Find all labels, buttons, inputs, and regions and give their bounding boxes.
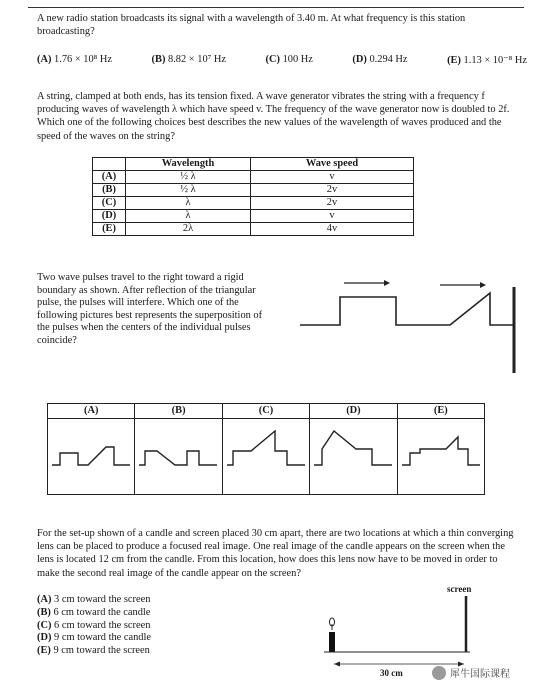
option-b-label: (B) bbox=[135, 404, 221, 419]
q1-choice-c[interactable]: (C) 100 Hz bbox=[265, 54, 313, 65]
option-b-drawing bbox=[135, 419, 222, 493]
q1-choices bbox=[37, 54, 527, 66]
q1-choice-a[interactable]: (A) 1.76 × 10⁸ Hz bbox=[37, 54, 113, 65]
option-d-drawing bbox=[310, 419, 397, 493]
dimension-arrow-left bbox=[334, 662, 340, 667]
q1-text: A new radio station broadcasts its signal with a wavelength of 3.40 m. At what frequency is this station broadcasting? bbox=[37, 13, 466, 38]
q4-choice-b[interactable]: (B) 6 cm toward the candle bbox=[37, 606, 151, 618]
q2-text: A string, clamped at both ends, has its tension fixed. A wave generator vibrates the string with a frequency f producing waves of wavelength λ which have speed v. The frequency of the wave generator now is doubled to 2f. Which one of the following choices best describes the new values of the wavelength of waves produced and the speed of the waves on the string? bbox=[37, 91, 510, 142]
q4-choices bbox=[37, 594, 151, 658]
q3-text: Two wave pulses travel to the right toward a rigid boundary as shown. After reflection of the triangular pulse, the pulses will interfere. Which one of the following pictures best represents the superposition of the pulses when the centers of the individual pulses coincide? bbox=[37, 272, 263, 346]
q1-choice-b[interactable]: (B) 8.82 × 10⁷ Hz bbox=[151, 54, 226, 65]
option-c-drawing bbox=[223, 419, 310, 493]
option-b-cell[interactable] bbox=[135, 404, 222, 494]
q4-choice-d[interactable]: (D) 9 cm toward the candle bbox=[37, 632, 151, 644]
table-row[interactable]: (C) λ 2v bbox=[93, 197, 414, 210]
table-row[interactable]: (D) λ v bbox=[93, 210, 414, 223]
table-row[interactable]: (A) ½ λ v bbox=[93, 171, 414, 184]
wave-pulses bbox=[300, 293, 514, 325]
option-e-cell[interactable] bbox=[398, 404, 484, 494]
pulse-diagram bbox=[300, 275, 530, 375]
option-c-label: (C) bbox=[223, 404, 309, 419]
option-d-label: (D) bbox=[310, 404, 396, 419]
option-a-label: (A) bbox=[48, 404, 134, 419]
candle-icon bbox=[329, 632, 335, 652]
table-row[interactable]: (E) 2λ 4v bbox=[93, 223, 414, 236]
screen-label: screen bbox=[447, 584, 472, 594]
distance-label: 30 cm bbox=[380, 668, 403, 678]
q1-choice-d[interactable]: (D) 0.294 Hz bbox=[352, 54, 408, 65]
option-c-cell[interactable] bbox=[223, 404, 310, 494]
q3-options-grid bbox=[47, 403, 485, 495]
option-e-drawing bbox=[398, 419, 485, 493]
option-a-drawing bbox=[48, 419, 135, 493]
q4-choice-e[interactable]: (E) 9 cm toward the screen bbox=[37, 645, 150, 657]
option-d-cell[interactable] bbox=[310, 404, 397, 494]
arrow-head-1 bbox=[384, 280, 390, 286]
q4-choice-a[interactable]: (A) 3 cm toward the screen bbox=[37, 594, 151, 605]
option-a-cell[interactable] bbox=[48, 404, 135, 494]
watermark-text: 犀牛国际课程 bbox=[450, 669, 510, 680]
q1-choice-e[interactable]: (E) 1.13 × 10⁻⁸ Hz bbox=[447, 55, 527, 66]
q4-choice-c[interactable]: (C) 6 cm toward the screen bbox=[37, 619, 151, 631]
option-e-label: (E) bbox=[398, 404, 484, 419]
table-row[interactable]: (B) ½ λ 2v bbox=[93, 184, 414, 197]
table-header-wavelength: Wavelength bbox=[126, 158, 251, 171]
candle-screen-diagram bbox=[320, 592, 480, 674]
q2-answer-table bbox=[92, 157, 414, 236]
arrow-head-2 bbox=[480, 282, 486, 288]
wechat-icon bbox=[432, 666, 446, 680]
table-header-blank bbox=[93, 158, 126, 171]
q4-text: For the set-up shown of a candle and screen placed 30 cm apart, there are two locations at which a thin converging lens can be placed to produce a focused real image. One real image of the candle appears on the screen when the lens is located 12 cm from the candle. From this location, how does this lens now have to be moved in order to make the second real image of the candle appear on the screen? bbox=[37, 528, 514, 579]
top-rule bbox=[28, 7, 524, 8]
watermark bbox=[432, 665, 510, 680]
table-header-wave-speed: Wave speed bbox=[251, 158, 414, 171]
